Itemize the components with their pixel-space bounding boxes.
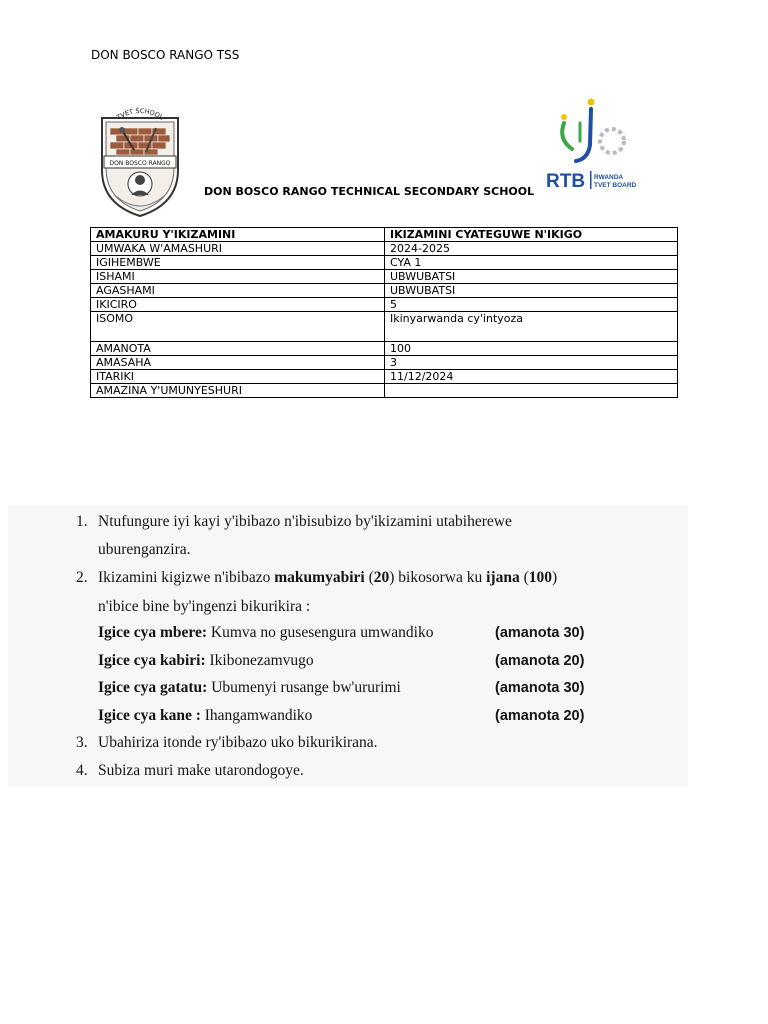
table-label-cell: ITARIKI bbox=[91, 370, 385, 384]
table-label-cell: IGIHEMBWE bbox=[91, 256, 385, 270]
crest-arc-text: TVET SCHOOL bbox=[115, 106, 165, 122]
table-header-row bbox=[91, 228, 678, 242]
table-value-cell: CYA 1 bbox=[385, 256, 678, 270]
exam-part-row: Igice cya kane : Ihangamwandiko bbox=[98, 707, 313, 724]
table-label-cell: AGASHAMI bbox=[91, 284, 385, 298]
table-value-cell bbox=[385, 384, 678, 398]
table-row bbox=[91, 256, 678, 270]
table-row bbox=[91, 312, 678, 342]
table-label-cell: UMWAKA W'AMASHURI bbox=[91, 242, 385, 256]
school-short-name: DON BOSCO RANGO TSS bbox=[91, 48, 240, 62]
rtb-logo bbox=[544, 95, 637, 195]
table-row bbox=[91, 298, 678, 312]
table-value-cell: 100 bbox=[385, 342, 678, 356]
exam-part-marks: (amanota 20) bbox=[495, 653, 585, 669]
school-crest-logo bbox=[94, 100, 186, 218]
table-row bbox=[91, 384, 678, 398]
exam-part-row: Igice cya kabiri: Ikibonezamvugo bbox=[98, 652, 314, 669]
crest-banner-text: DON BOSCO RANGO bbox=[109, 160, 171, 167]
table-value-cell: 3 bbox=[385, 356, 678, 370]
table-row bbox=[91, 370, 678, 384]
table-row bbox=[91, 356, 678, 370]
table-value-cell: 5 bbox=[385, 298, 678, 312]
table-label-cell: AMAZINA Y'UMUNYESHURI bbox=[91, 384, 385, 398]
table-label-cell: AMASAHA bbox=[91, 356, 385, 370]
table-label-cell: AMANOTA bbox=[91, 342, 385, 356]
exam-part-row: Igice cya gatatu: Ubumenyi rusange bw'ururimi bbox=[98, 679, 401, 696]
rtb-line2: TVET BOARD bbox=[594, 182, 637, 189]
exam-part-marks: (amanota 20) bbox=[495, 708, 585, 724]
rtb-line1: RWANDA bbox=[594, 174, 624, 181]
table-value-cell: 11/12/2024 bbox=[385, 370, 678, 384]
table-value-cell: UBWUBATSI bbox=[385, 270, 678, 284]
school-title: DON BOSCO RANGO TECHNICAL SECONDARY SCHOOL bbox=[204, 185, 535, 198]
table-row bbox=[91, 284, 678, 298]
table-value-cell: UBWUBATSI bbox=[385, 284, 678, 298]
table-row bbox=[91, 342, 678, 356]
exam-info-table bbox=[90, 227, 678, 398]
exam-part-marks: (amanota 30) bbox=[495, 625, 585, 641]
table-row bbox=[91, 270, 678, 284]
table-value-cell: Ikinyarwanda cy'intyoza bbox=[385, 312, 678, 342]
table-header-cell: AMAKURU Y'IKIZAMINI bbox=[91, 228, 385, 242]
table-label-cell: ISHAMI bbox=[91, 270, 385, 284]
table-label-cell: IKICIRO bbox=[91, 298, 385, 312]
instruction-item-1-cont: uburenganzira. bbox=[98, 541, 191, 558]
rtb-abbr: RTB bbox=[546, 171, 586, 192]
instruction-item-2-cont: n'ibice bine by'ingenzi bikurikira : bbox=[98, 598, 311, 615]
table-value-cell: 2024-2025 bbox=[385, 242, 678, 256]
table-label-cell: ISOMO bbox=[91, 312, 385, 342]
table-header-cell: IKIZAMINI CYATEGUWE N'IKIGO bbox=[385, 228, 678, 242]
exam-part-row: Igice cya mbere: Kumva no gusesengura umwandiko bbox=[98, 624, 434, 641]
exam-part-marks: (amanota 30) bbox=[495, 680, 585, 696]
table-row bbox=[91, 242, 678, 256]
exam-instructions: 1. Ntufungure iyi kayi y'ibibazo n'ibisubizo by'ikizamini utabiherewe uburenganzira. 2. Ikizamini kigizwe n'ibibazo makumyabiri (20) bikosorwa ku ijana (100) n'ibice bine by'ingenzi bikurikira : Igice cya mbere: Kumva no gusesengura umwandiko (amanota 30) Igice cya kabiri: Ikibonezamvugo (amanota 20) Igice cya gatatu: Ubumenyi rusange bw'ururimi (amanota 30) Igice cya kane : Ihangamwandiko (amanota 20) 3. Ubahiriza itonde ry'ibibazo uko bikurikirana. 4. Subiza muri make utarondogoye. bbox=[8, 505, 688, 787]
